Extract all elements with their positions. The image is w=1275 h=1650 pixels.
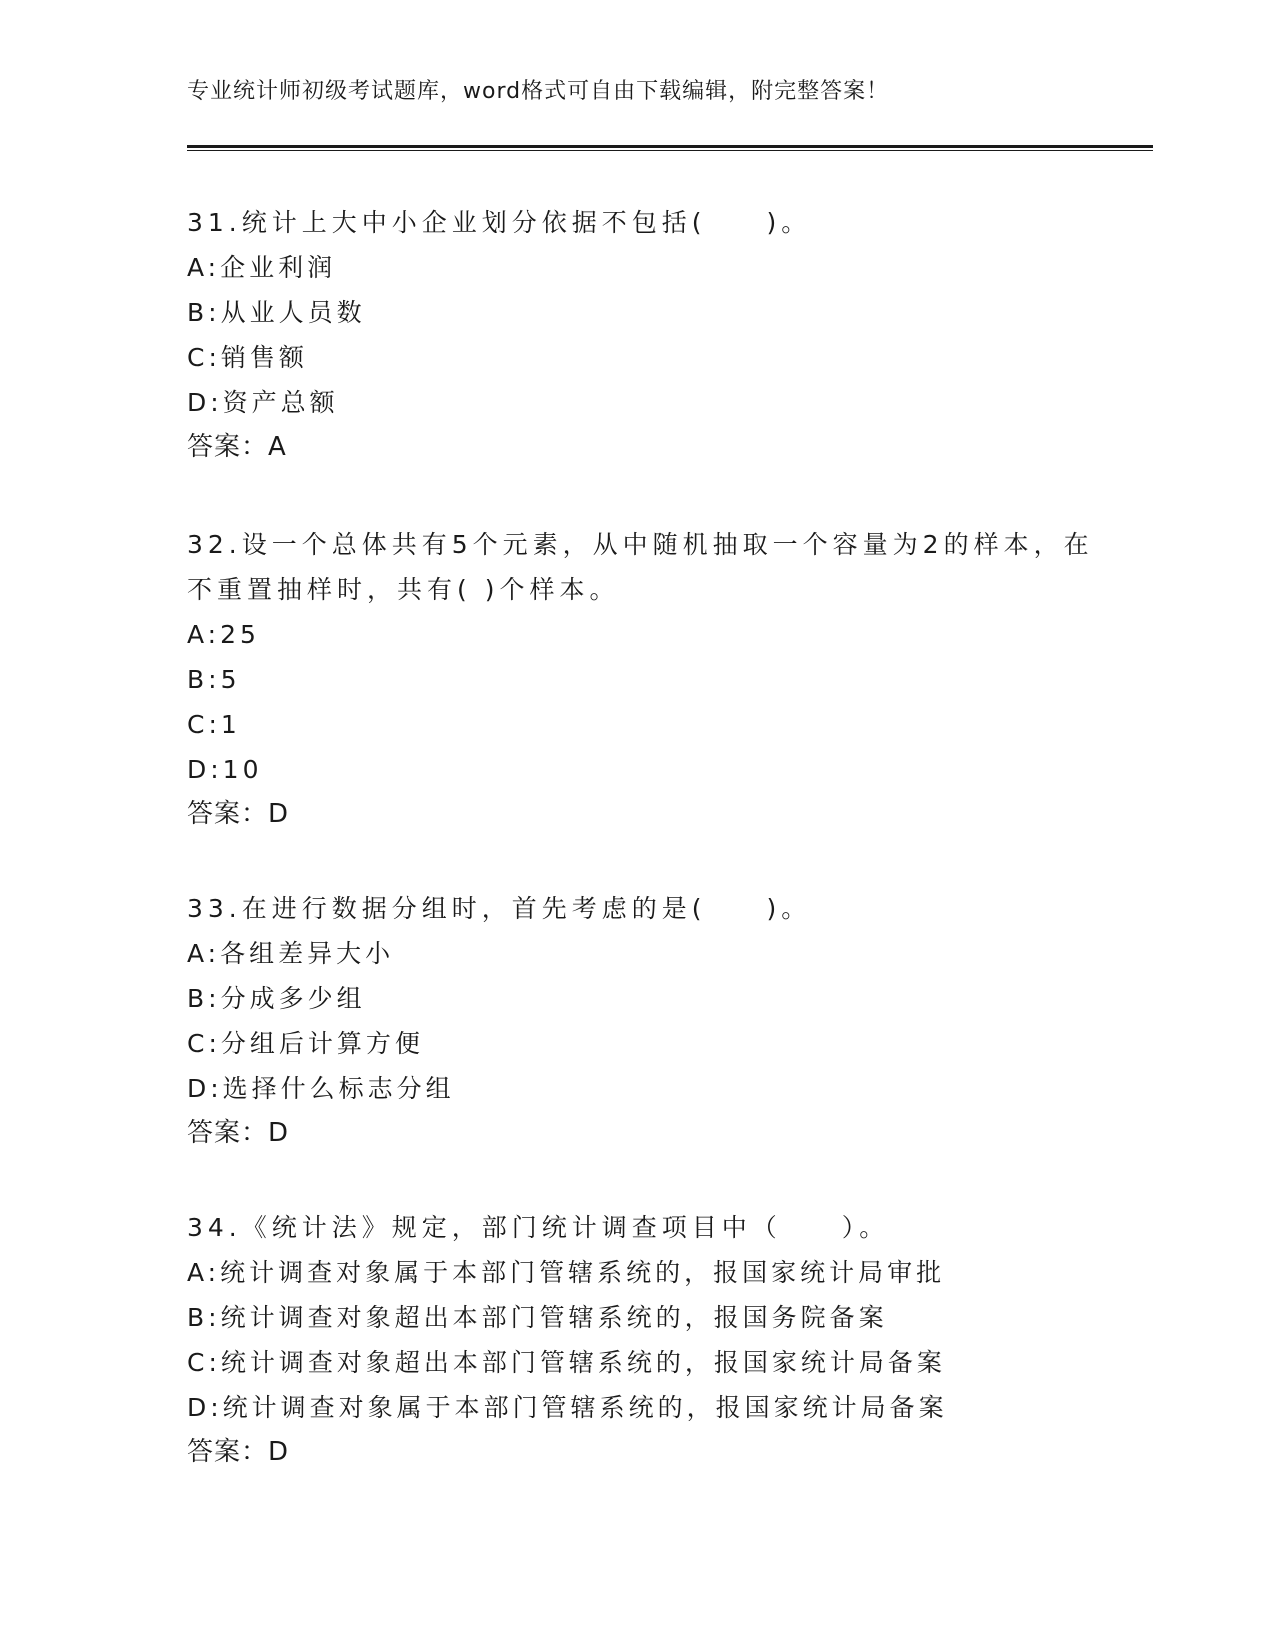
option-b: B:5 (187, 665, 241, 694)
option-c: C:1 (187, 710, 241, 739)
stem-line: 33.在进行数据分组时，首先考虑的是( )。 (187, 894, 812, 923)
answer-line: 答案：D (187, 799, 290, 829)
stem-line: 34.《统计法》规定，部门统计调查项目中（ ）。 (187, 1213, 890, 1242)
option-d: D:统计调查对象属于本部门管辖系统的，报国家统计局备案 (187, 1393, 948, 1422)
option-d: D:选择什么标志分组 (187, 1074, 455, 1103)
option-b: B:统计调查对象超出本部门管辖系统的，报国务院备案 (187, 1303, 888, 1332)
option-b: B:从业人员数 (187, 298, 366, 327)
option-c: C:分组后计算方便 (187, 1029, 424, 1058)
question-stem (187, 522, 1094, 612)
option-a: A:各组差异大小 (187, 939, 395, 968)
question-34 (187, 1205, 1087, 1475)
stem-line: 31.统计上大中小企业划分依据不包括( )。 (187, 208, 812, 237)
answer-line: 答案：D (187, 1118, 290, 1148)
header-divider (187, 145, 1153, 148)
question-stem (187, 1205, 1087, 1250)
question-32 (187, 522, 1094, 837)
header-divider-thin (187, 150, 1153, 151)
stem-line: 不重置抽样时，共有( )个样本。 (187, 575, 620, 604)
answer-line: 答案：D (187, 1437, 290, 1467)
question-stem (187, 200, 1087, 245)
option-a: A:25 (187, 620, 260, 649)
option-d: D:资产总额 (187, 388, 339, 417)
option-b: B:分成多少组 (187, 984, 366, 1013)
question-stem (187, 886, 1087, 931)
question-31 (187, 200, 1087, 470)
option-c: C:销售额 (187, 343, 308, 372)
question-33 (187, 886, 1087, 1156)
page-header: 专业统计师初级考试题库，word格式可自由下载编辑，附完整答案！ (187, 79, 890, 104)
answer-line: 答案：A (187, 432, 287, 462)
option-a: A:统计调查对象属于本部门管辖系统的，报国家统计局审批 (187, 1258, 946, 1287)
option-a: A:企业利润 (187, 253, 337, 282)
stem-line: 32.设一个总体共有5个元素，从中随机抽取一个容量为2的样本，在 (187, 530, 1094, 559)
option-d: D:10 (187, 755, 263, 784)
option-c: C:统计调查对象超出本部门管辖系统的，报国家统计局备案 (187, 1348, 946, 1377)
